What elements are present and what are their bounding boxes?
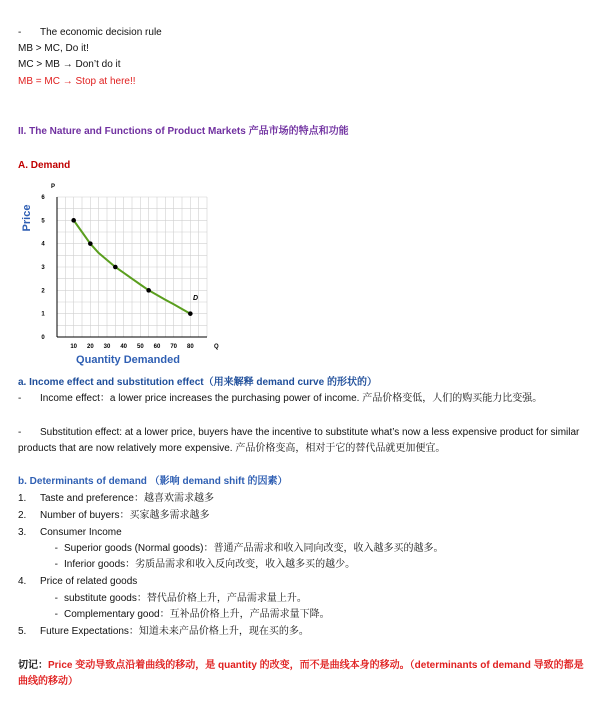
data-point [188, 311, 193, 316]
data-point [71, 218, 76, 223]
item-marker: 2. [18, 510, 27, 521]
curve-label: D [193, 295, 199, 302]
rule-title [18, 26, 162, 39]
substitution-effect-text: Substitution effect: at a lower price, buyers have the incentive to substitute what’s now a less expensive product for similar products that are now relatively more expensive. 产品价格变高，相对于它的替代品就更加便宜。 [18, 427, 580, 454]
x-tick-label: 20 [86, 344, 94, 350]
item-marker: - [54, 609, 58, 620]
x-axis-letter: Q [214, 344, 219, 350]
y-tick-label: 5 [41, 218, 45, 225]
demand-chart [0, 180, 240, 370]
y-tick-label: 4 [41, 241, 45, 248]
item-text: Number of buyers：买家越多需求越多 [40, 510, 210, 521]
substitution-effect [18, 425, 588, 457]
note-prefix: 切记： [18, 660, 48, 671]
determinant-item [18, 492, 214, 505]
rule-title-text: The economic decision rule [40, 27, 162, 38]
item-text: Price of related goods [40, 576, 138, 587]
x-tick-label: 40 [120, 344, 128, 350]
y-axis-letter: P [51, 184, 56, 190]
item-text: Future Expectations：知道未来产品价格上升，现在买的多。 [40, 626, 309, 637]
item-marker: - [54, 543, 58, 554]
determinant-item [18, 575, 137, 588]
income-dash: - [18, 393, 22, 404]
item-marker: 3. [18, 527, 27, 538]
determinants-heading: b. Determinants of demand （影响 demand shift 的因素） [18, 476, 288, 487]
chart-grid [57, 197, 207, 337]
data-point [113, 265, 118, 270]
y-tick-label: 6 [41, 195, 45, 201]
y-tick-label: 2 [41, 288, 45, 295]
item-text: Complementary good：互补品价格上升，产品需求量下降。 [64, 609, 330, 620]
x-tick-label: 50 [136, 344, 144, 350]
item-text: Consumer Income [40, 527, 122, 538]
item-marker: - [54, 593, 58, 604]
rule-line-2: MC > MB → Don’t do it [18, 59, 121, 70]
determinant-subitem [18, 592, 307, 605]
item-marker: 1. [18, 493, 27, 504]
y-tick-label: 0 [41, 335, 45, 341]
y-tick-label: 3 [41, 265, 45, 271]
rule-line-3: MB = MC → Stop at here!! [18, 76, 136, 87]
x-tick-label: 80 [186, 344, 194, 350]
item-text: Inferior goods：劣质品需求和收入反向改变，收入越多买的越少。 [64, 559, 356, 570]
x-tick-label: 10 [70, 344, 78, 350]
y-tick-label: 1 [41, 311, 45, 318]
income-effect [18, 391, 588, 407]
item-text: Superior goods (Normal goods)：普通产品需求和收入同向改变，收入越多买的越多。 [64, 543, 444, 554]
section-heading: II. The Nature and Functions of Product Markets 产品市场的特点和功能 [18, 126, 349, 137]
item-marker: - [54, 559, 58, 570]
data-point [146, 288, 151, 293]
y-axis-label: Price [21, 204, 33, 232]
x-axis-label: Quantity Demanded [76, 354, 180, 366]
rule-dash: - [18, 27, 22, 38]
x-tick-label: 70 [170, 344, 178, 350]
note-text: Price 变动导致点沿着曲线的移动，是 quantity 的改变，而不是曲线本身的移动。（determinants of demand 导致的都是曲线的移动） [18, 660, 584, 687]
item-marker: 4. [18, 576, 27, 587]
item-marker: 5. [18, 626, 27, 637]
determinant-subitem [18, 558, 355, 571]
substitution-dash: - [18, 427, 22, 438]
chart-ticks [41, 195, 194, 350]
x-tick-label: 60 [153, 344, 161, 350]
determinant-item [18, 526, 122, 539]
determinant-subitem [18, 542, 444, 555]
item-text: substitute goods：替代品价格上升，产品需求量上升。 [64, 593, 307, 604]
income-effect-text: Income effect：a lower price increases the purchasing power of income. 产品价格变低，人们的购买能力比变强。 [40, 393, 543, 404]
determinant-item [18, 509, 209, 522]
determinant-subitem [18, 608, 330, 621]
determinant-item [18, 625, 309, 638]
effects-heading: a. Income effect and substitution effect（用来解释 demand curve 的形状的） [18, 377, 377, 388]
note [18, 658, 588, 690]
rule-line-1: MB > MC, Do it! [18, 43, 89, 54]
item-text: Taste and preference：越喜欢需求越多 [40, 493, 214, 504]
data-point [88, 241, 93, 246]
x-tick-label: 30 [103, 344, 111, 350]
demand-heading: A. Demand [18, 160, 71, 171]
